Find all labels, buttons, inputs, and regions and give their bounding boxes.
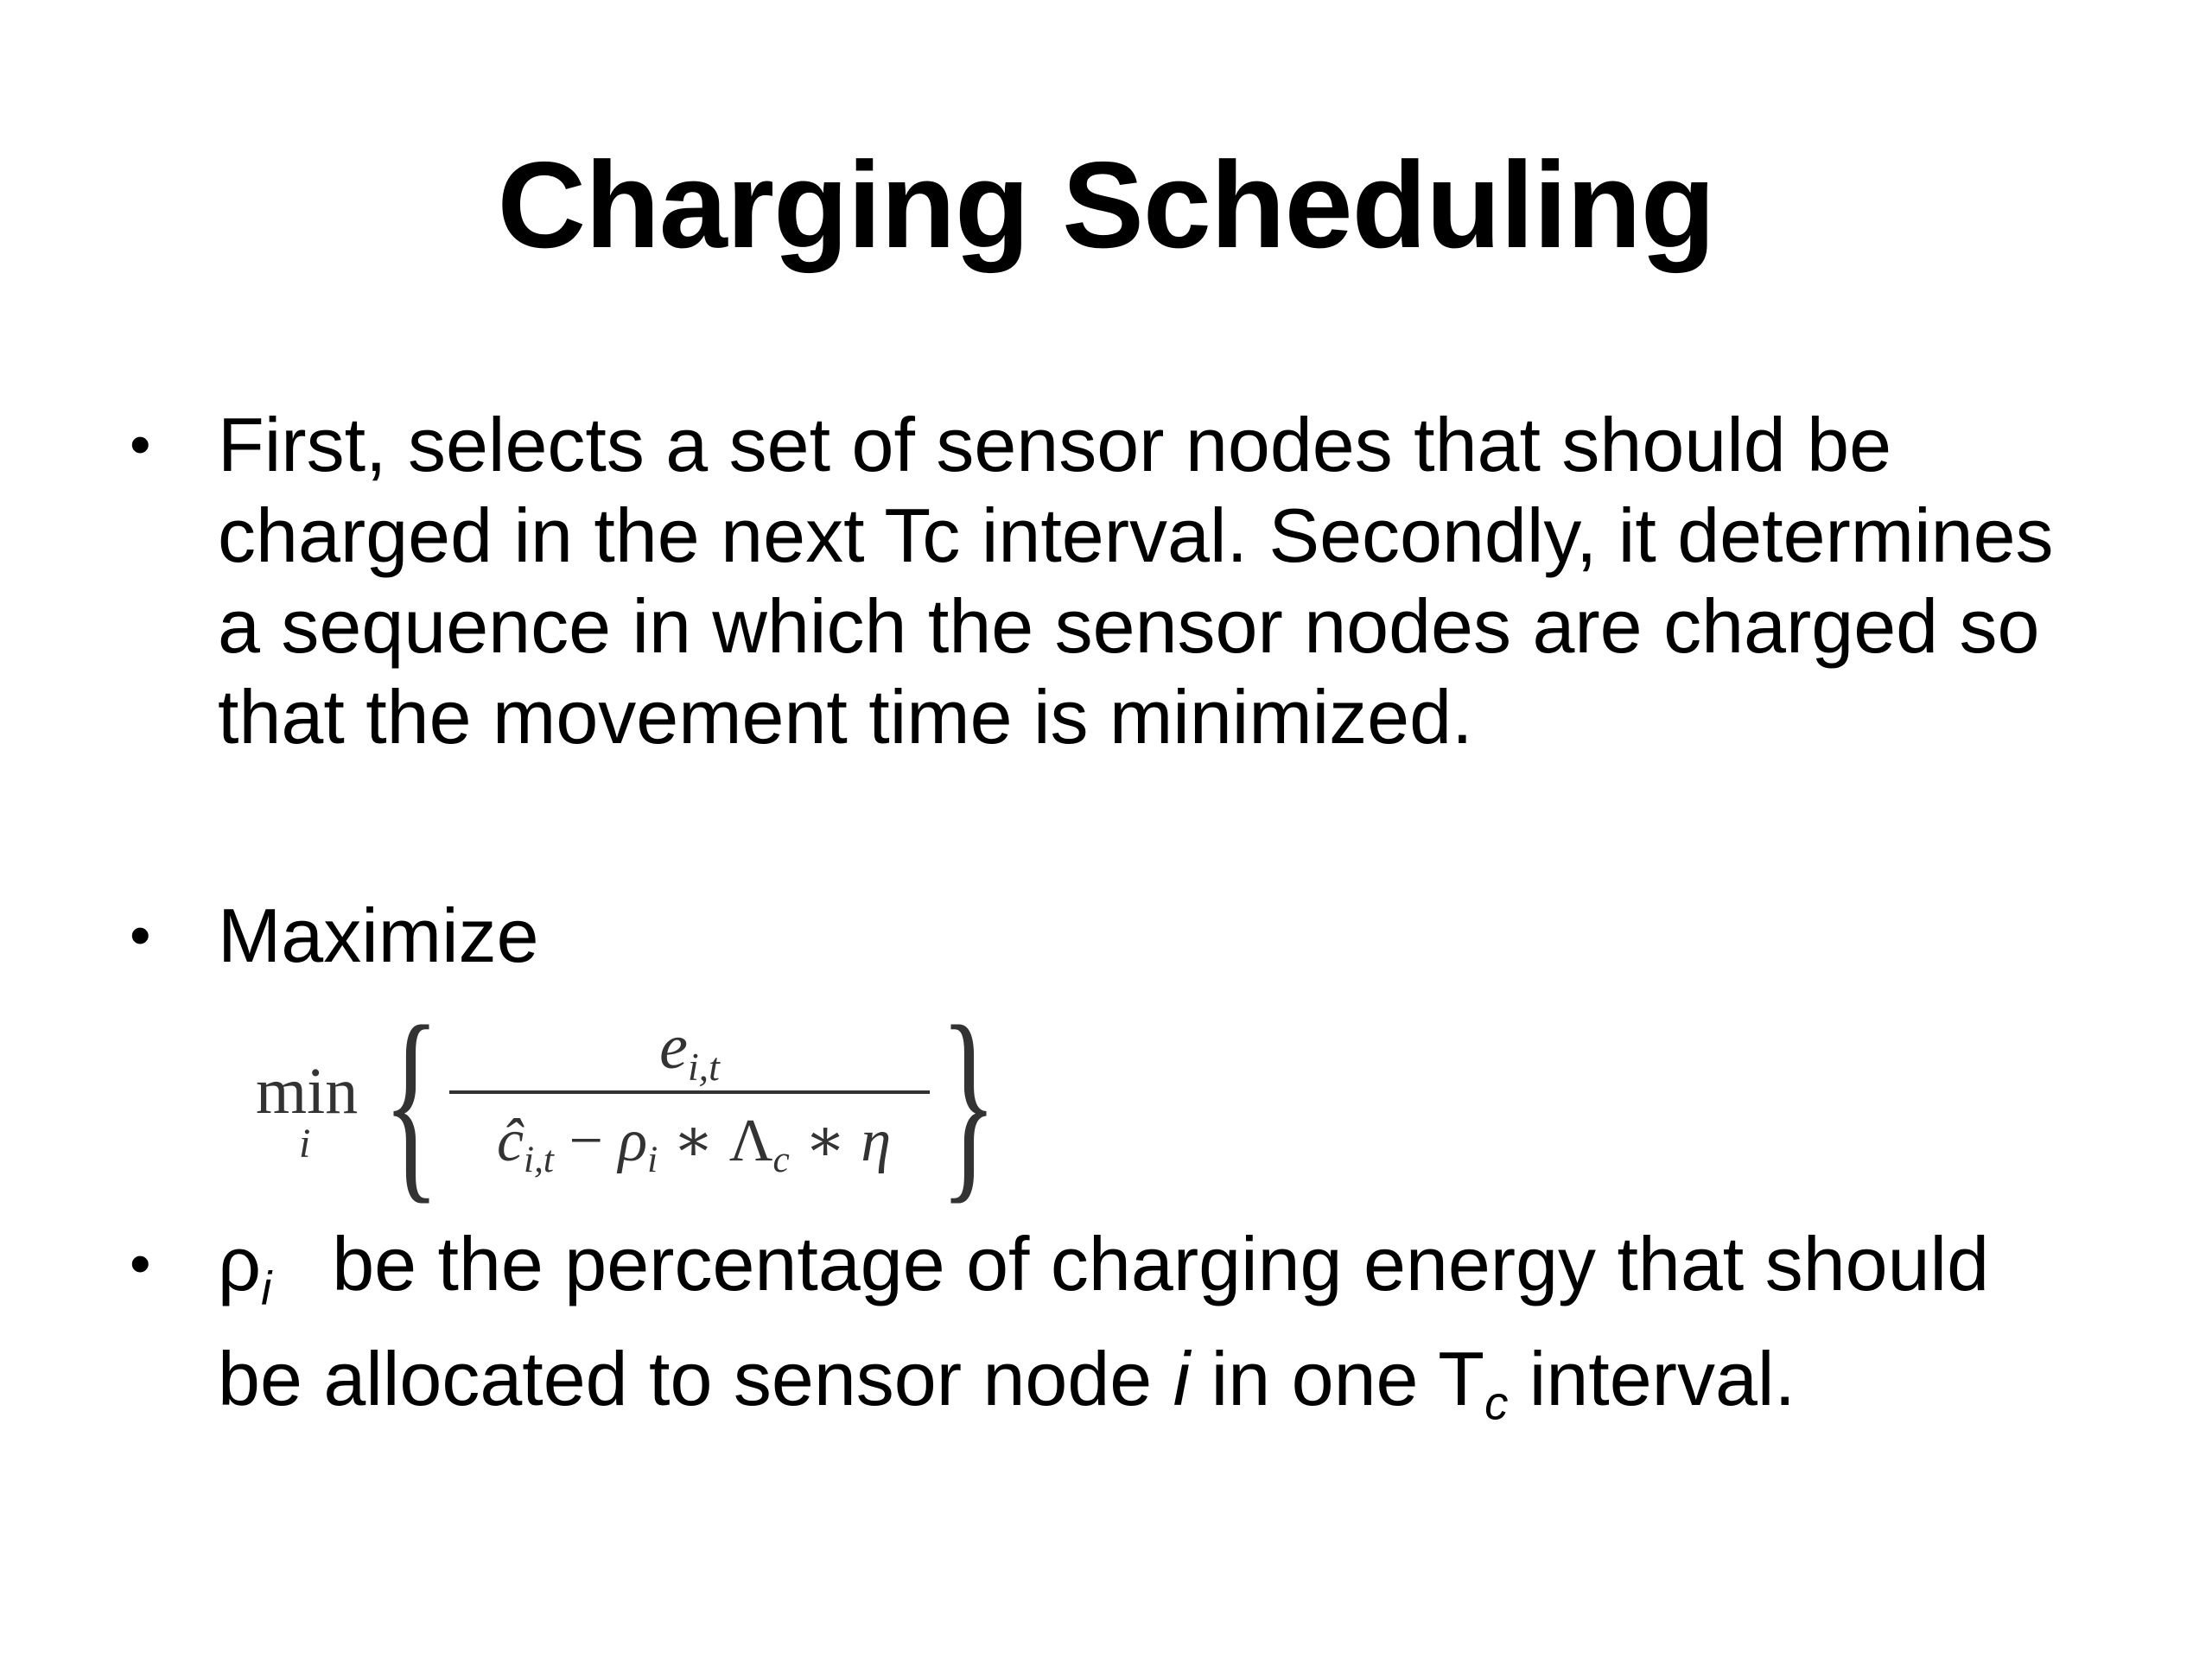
rho-subscript: i bbox=[261, 1262, 272, 1315]
bullet-item-selection bbox=[130, 399, 2082, 762]
node-variable: i bbox=[1173, 1336, 1191, 1422]
bullet-text: First, selects a set of sensor nodes that should be charged in the next Tc interval. Secondly, it determines a sequence in which the sensor nodes are charged so that the movement time is minimized. bbox=[218, 402, 2054, 760]
rho-symbol: ρ bbox=[218, 1221, 262, 1306]
formula-operator: min bbox=[256, 1055, 359, 1128]
formula-denominator: $ĉ_{i,t} - \rho_i$ ∗ $\Lambda_c$ ∗ η bbox=[496, 1108, 892, 1181]
formula-fraction-bar bbox=[449, 1090, 930, 1094]
formula-operator-subscript: i bbox=[299, 1121, 311, 1166]
bullet-item-maximize bbox=[130, 890, 2082, 981]
tc-subscript: c bbox=[1484, 1376, 1509, 1430]
bullet-text: Maximize bbox=[218, 893, 539, 978]
formula-right-brace: } bbox=[940, 982, 997, 1222]
bullet-marker: • bbox=[130, 901, 151, 969]
slide-title: Charging Scheduling bbox=[497, 137, 1715, 274]
objective-formula bbox=[249, 982, 1009, 1222]
bullet-marker: • bbox=[130, 1230, 151, 1297]
bullet-item-rho-definition bbox=[130, 1218, 2082, 1449]
formula-numerator: $e_{i,t}$ bbox=[659, 1012, 720, 1089]
bullet-text: $\rho_i$ be the percentage of charging energy that should be allocated to sensor node i in one $T_c$ interval. bbox=[218, 1221, 1990, 1430]
formula-left-brace: { bbox=[383, 982, 440, 1222]
bullet-marker: • bbox=[130, 410, 151, 478]
